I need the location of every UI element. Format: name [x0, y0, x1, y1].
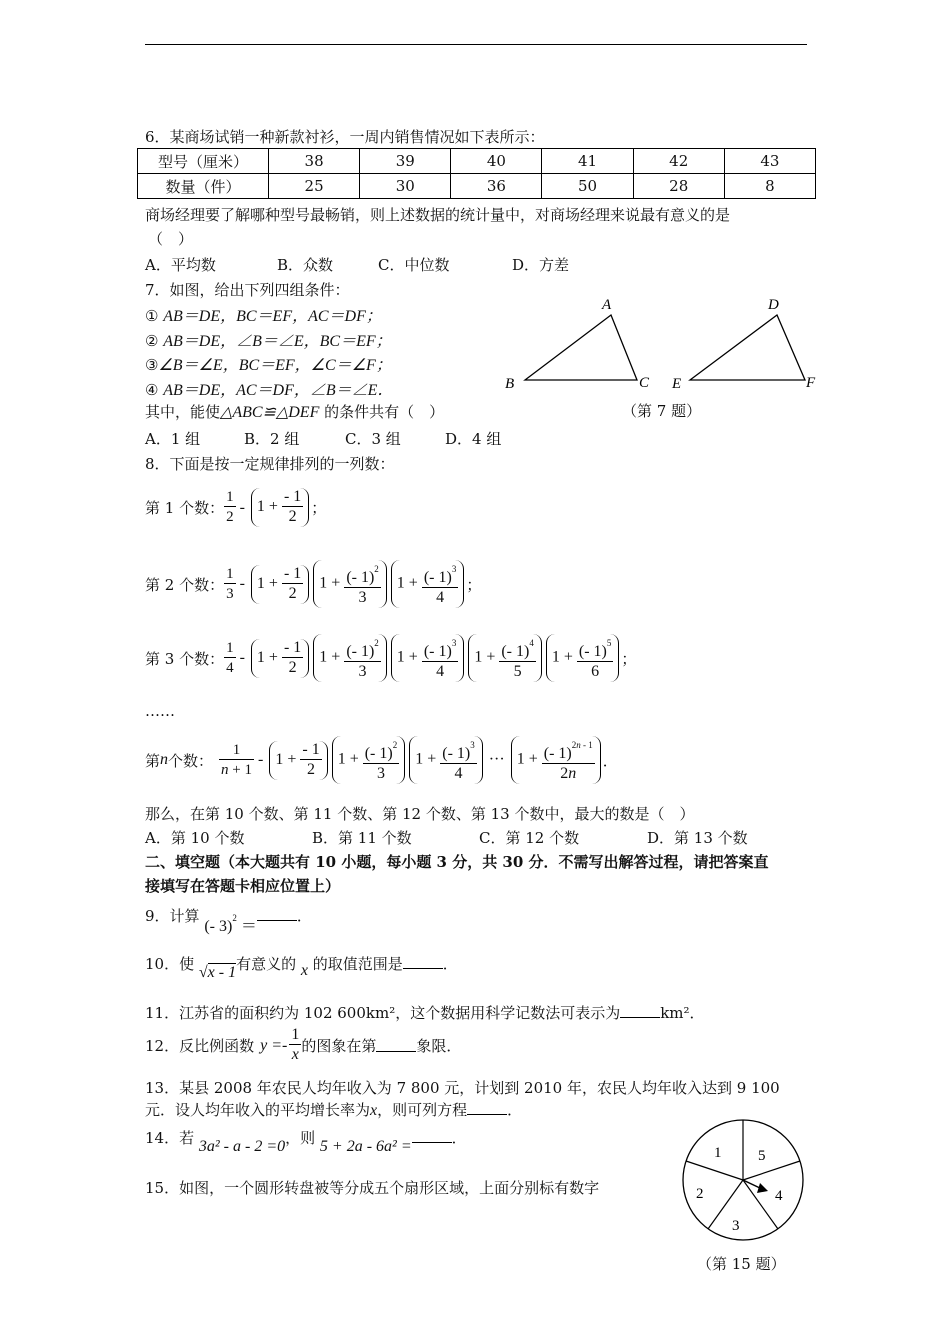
q7-c3-math: ∠B＝∠E，BC＝EF，∠C＝∠F；	[158, 357, 392, 374]
q15-text: 15．如图，一个圆形转盘被等分成五个扇形区域，上面分别标有数字	[145, 1179, 600, 1197]
sector-label: 2	[696, 1186, 704, 1202]
label-e: E	[672, 376, 682, 392]
q10: 10．使 √x - 1有意义的 x 的取值范围是 ．	[145, 955, 458, 981]
sector-label: 4	[775, 1188, 783, 1204]
q14-math2: 5 + 2a - 6a² =	[319, 1138, 412, 1155]
spinner-figure	[680, 1117, 810, 1247]
q9-answer-blank[interactable]	[257, 908, 297, 921]
q6-option-c: C．中位数	[378, 256, 450, 274]
table-cell: 41	[542, 149, 633, 174]
q8-line-n-post: 个数：	[168, 751, 214, 770]
label-f: F	[806, 375, 816, 391]
q8-option-b: B．第 11 个数	[312, 829, 412, 847]
table-cell: 38	[269, 149, 360, 174]
q8-line-2-label: 第 2 个数：	[145, 575, 225, 594]
q7-q-post: 的条件共有（ ）	[324, 403, 445, 421]
q13-post: ，则可列方程	[377, 1101, 468, 1119]
table-row	[138, 174, 816, 199]
label-a: A	[602, 297, 612, 313]
q12-post: 的图象在第	[301, 1037, 377, 1055]
q9	[145, 903, 312, 935]
spinner-divider	[743, 1161, 800, 1180]
q7-caption: （第 7 题）	[622, 402, 702, 420]
table-cell: 43	[724, 149, 815, 174]
q7-q-pre: 其中，能使	[145, 403, 221, 421]
q7-stem: 7．如图，给出下列四组条件：	[145, 281, 350, 299]
q14-end: ．	[451, 1129, 467, 1147]
q13-line2	[145, 1099, 522, 1120]
q7-question	[145, 401, 444, 422]
q13-line1: 13．某县 2008 年农民人均年收入为 7 800 元，计划到 2010 年，农民人均年收入达到 9 100	[145, 1079, 780, 1097]
table-row	[138, 149, 816, 174]
q7-c4-math: AB＝DE，AC＝DF，∠B＝∠E．	[163, 382, 394, 399]
size-sales-table	[137, 148, 816, 199]
q7-q-math: △ABC≌△DEF	[220, 404, 320, 421]
q7-c3-num: ③	[145, 356, 159, 374]
q8-option-a: A．第 10 个数	[145, 829, 245, 847]
q6-option-a: A．平均数	[145, 256, 216, 274]
q6-option-d: D．方差	[512, 256, 570, 274]
table-cell: 25	[269, 174, 360, 199]
q9-eq: ＝	[240, 918, 257, 935]
q7-c2-math: AB＝DE，∠B＝∠E，BC＝EF；	[163, 333, 392, 350]
q11-unit: km²．	[660, 1004, 705, 1022]
q12	[145, 1026, 461, 1065]
q7-option-c: C．3 组	[345, 430, 401, 448]
q11	[145, 1002, 705, 1023]
sector-label: 1	[714, 1145, 722, 1161]
q12-answer-blank[interactable]	[376, 1039, 416, 1052]
q8-line-3-label: 第 3 个数：	[145, 649, 225, 668]
q13-var: x	[370, 1102, 378, 1119]
q10-pre: 10．使	[145, 955, 195, 973]
header-rule	[145, 44, 807, 45]
q7-c1-num: ①	[145, 307, 159, 325]
q12-math: y =-	[260, 1036, 288, 1054]
sector-label: 3	[732, 1218, 740, 1234]
table-cell: 42	[633, 149, 724, 174]
q14-answer-blank[interactable]	[412, 1130, 452, 1143]
q14	[145, 1127, 467, 1155]
q13-answer-blank[interactable]	[467, 1102, 507, 1115]
q11-text: 11．江苏省的面积约为 102 600km²，这个数据用科学记数法可表示为	[145, 1004, 621, 1022]
fraction: $\frac{1}{2}$	[226, 489, 234, 525]
q8-line-2: 第 2 个数： $\frac{1}{3}$ - 1 + $\frac{- 1}{2}$ 1 + $\frac{(- 1)^2}{3}$ 1 + $\frac{(- 1)^3}{4}$ ；	[145, 560, 481, 608]
sector-label: 5	[758, 1148, 766, 1164]
q13-pre: 元．设人均年收入的平均增长率为	[145, 1101, 371, 1119]
label-d: D	[768, 297, 779, 313]
q12-num: 1	[291, 1026, 300, 1043]
q10-post: 的取值范围是	[312, 955, 403, 973]
q14-mid: ，则	[285, 1129, 316, 1147]
q14-pre: 14．若	[145, 1129, 195, 1147]
q7-condition-3	[145, 352, 392, 375]
q8-stem: 8．下面是按一定规律排列的一列数：	[145, 455, 395, 473]
section-2-heading-line2: 接填写在答题卡相应位置上）	[145, 877, 341, 895]
q6-stem: 6．某商场试销一种新款衬衫，一周内销售情况如下表所示：	[145, 128, 545, 146]
q7-c2-num: ②	[145, 332, 159, 350]
q10-end: ．	[442, 955, 458, 973]
q13-end: ．	[507, 1101, 523, 1119]
table-cell: 40	[451, 149, 542, 174]
table-cell: 8	[724, 174, 815, 199]
table-header-size: 型号（厘米）	[138, 149, 269, 174]
q14-math1: 3a² - a - 2 =0	[198, 1138, 286, 1155]
q6-question: 商场经理要了解哪种型号最畅销，则上述数据的统计量中，对商场经理来说最有意义的是	[145, 206, 731, 224]
table-header-count: 数量（件）	[138, 174, 269, 199]
q8-line-n-pre: 第	[145, 751, 161, 770]
q8-option-c: C．第 12 个数	[479, 829, 580, 847]
q6-paren: （ ）	[148, 230, 194, 248]
q7-c4-num: ④	[145, 381, 159, 399]
q8-question: 那么，在第 10 个数、第 11 个数、第 12 个数、第 13 个数中，最大的数是（ ）	[145, 805, 695, 823]
table-cell: 39	[360, 149, 451, 174]
table-cell: 36	[451, 174, 542, 199]
label-b: B	[505, 376, 515, 392]
q12-den: x	[291, 1046, 299, 1063]
q12-end: 象限．	[416, 1037, 462, 1055]
q9-math: (- 3)	[204, 918, 233, 935]
q11-answer-blank[interactable]	[620, 1005, 660, 1018]
section-2-heading-line1: 二、填空题（本大题共有 10 小题，每小题 3 分，共 30 分．不需写出解答过程，请把答案直	[145, 853, 769, 871]
q8-line-n-var: n	[160, 751, 169, 768]
q15-caption: （第 15 题）	[697, 1255, 786, 1273]
q7-c1-math: AB＝DE，BC＝EF，AC＝DF；	[163, 308, 382, 325]
q8-line-1: 第 1 个数： $\frac{1}{2}$ - 1 + $\frac{- 1}{2}$ ；	[145, 488, 327, 525]
label-c: C	[639, 375, 650, 391]
q10-mid: 有意义的	[236, 955, 297, 973]
q10-var: x	[300, 962, 308, 979]
q8-dots: ……	[145, 702, 175, 720]
q9-post: ．	[296, 907, 312, 925]
q8-line-n: 第 n 个数： $\frac{1}{n + 1}$ - 1 + $\frac{- 1}{2}$ 1 + $\frac{(- 1)^2}{3}$ 1 + $\frac{(- 1)^3}{4}$ ··· 1 + $\frac{(- 1)^{2n - 1}}{2n}$ ．	[145, 736, 618, 784]
q6-option-b: B．众数	[277, 256, 334, 274]
q10-radicand: x - 1	[207, 964, 237, 981]
q10-answer-blank[interactable]	[403, 956, 443, 969]
q12-pre: 12．反比例函数	[145, 1037, 255, 1055]
q9-pre: 9．计算	[145, 907, 200, 925]
q7-condition-4	[145, 377, 393, 400]
triangle-abc	[525, 315, 637, 380]
q7-option-a: A．1 组	[145, 430, 201, 448]
q7-condition-2	[145, 328, 392, 351]
table-cell: 30	[360, 174, 451, 199]
spinner-divider	[686, 1161, 743, 1180]
q7-condition-1	[145, 303, 382, 326]
table-cell: 50	[542, 174, 633, 199]
q8-option-d: D．第 13 个数	[647, 829, 748, 847]
q7-option-b: B．2 组	[244, 430, 300, 448]
q8-line-3: 第 3 个数： $\frac{1}{4}$ - 1 + $\frac{- 1}{2}$ 1 + $\frac{(- 1)^2}{3}$ 1 + $\frac{(- 1)^3}{4}$ 1 + $\frac{(- 1)^4}{5}$ 1 + $\frac{(- 1)^5}{6}$ ；	[145, 634, 636, 682]
q9-sup: 2	[232, 913, 237, 923]
table-cell: 28	[633, 174, 724, 199]
q7-option-d: D．4 组	[445, 430, 502, 448]
q8-line-1-label: 第 1 个数：	[145, 499, 225, 517]
triangle-def	[690, 315, 805, 380]
q7-triangles-figure	[500, 290, 830, 400]
pointer-arrowhead-icon	[757, 1183, 768, 1193]
